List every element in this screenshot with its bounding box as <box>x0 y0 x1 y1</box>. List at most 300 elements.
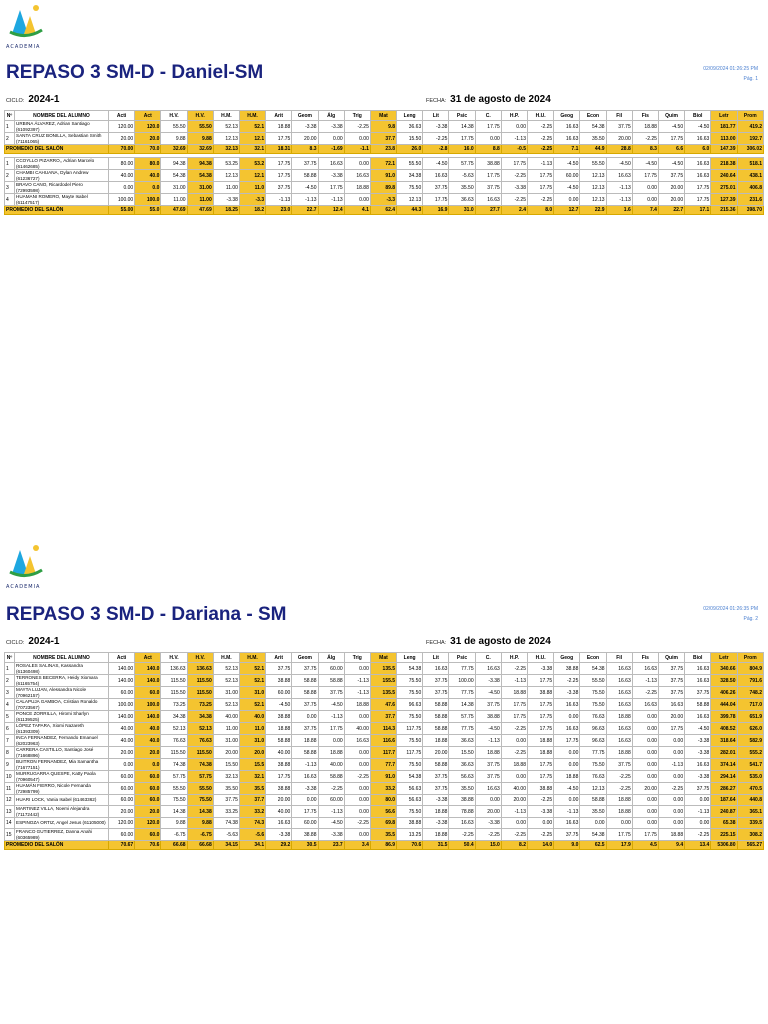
grade-cell: 40.00 <box>109 170 135 182</box>
grade-cell: 18.88 <box>632 121 658 133</box>
column-header: Econ <box>580 653 606 663</box>
grade-cell: -1.13 <box>266 194 292 206</box>
grade-cell: -2.25 <box>528 194 554 206</box>
grade-cell: -3.38 <box>423 818 449 829</box>
grade-cell: 52.1 <box>239 663 265 675</box>
average-cell: 70.00 <box>109 145 135 154</box>
grade-cell: -4.50 <box>475 723 501 735</box>
average-cell: 86.9 <box>370 841 396 850</box>
ciclo-value: 2024-1 <box>28 636 60 647</box>
column-header: H.P. <box>501 653 527 663</box>
grade-cell: 140.00 <box>109 675 135 687</box>
grade-cell: 57.75 <box>449 158 475 170</box>
grade-cell: 17.75 <box>685 194 711 206</box>
grade-cell: 16.63 <box>685 170 711 182</box>
grade-cell: 0.00 <box>658 747 684 759</box>
grade-cell: -3.38 <box>475 818 501 829</box>
grade-cell: 16.63 <box>292 771 318 783</box>
grade-cell: 17.75 <box>266 170 292 182</box>
average-cell: 23.8 <box>370 145 396 154</box>
grade-cell: 0.00 <box>658 818 684 829</box>
column-header: Fil <box>606 653 632 663</box>
grade-cell: -2.25 <box>606 783 632 795</box>
grade-cell: 40.0 <box>135 723 161 735</box>
row-number: 2 <box>5 170 15 182</box>
average-cell: 4.1 <box>344 206 370 215</box>
average-cell: 9.4 <box>658 841 684 850</box>
grade-cell: -2.25 <box>344 121 370 133</box>
grade-cell: 17.75 <box>318 182 344 194</box>
student-name: MURRUGARRA QUESPE, Katty Paola (70960547) <box>15 771 109 783</box>
average-cell: 3.4 <box>344 841 370 850</box>
grade-cell: 60.0 <box>135 687 161 699</box>
grade-cell: -2.25 <box>658 783 684 795</box>
grade-cell: 54.38 <box>161 170 187 182</box>
row-number: 7 <box>5 735 15 747</box>
grade-cell: -1.13 <box>501 806 527 818</box>
class-average-row <box>5 841 764 850</box>
grade-cell: 318.64 <box>711 735 737 747</box>
grade-cell: -5.63 <box>213 829 239 841</box>
column-header: Leng <box>397 653 423 663</box>
grade-cell: 16.63 <box>606 735 632 747</box>
grade-cell: 16.63 <box>449 818 475 829</box>
grade-cell: 58.88 <box>292 170 318 182</box>
grade-cell: 582.9 <box>737 735 764 747</box>
grade-cell: -3.38 <box>292 121 318 133</box>
class-average-row <box>5 206 764 215</box>
grade-cell: 140.0 <box>135 675 161 687</box>
grade-cell: 75.50 <box>580 699 606 711</box>
grade-cell: -4.50 <box>685 723 711 735</box>
grade-cell: 18.88 <box>606 747 632 759</box>
column-header: Acti <box>109 111 135 121</box>
grade-cell: 0.00 <box>685 818 711 829</box>
grade-cell: 20.00 <box>423 747 449 759</box>
column-header: Psic <box>449 111 475 121</box>
student-row <box>5 723 764 735</box>
average-cell: 1.6 <box>606 206 632 215</box>
grade-cell: 54.38 <box>397 771 423 783</box>
grade-cell: 117.7 <box>370 747 396 759</box>
timestamp-block <box>703 604 758 624</box>
page-title: REPASO 3 SM-D - Dariana - SM <box>6 604 287 625</box>
grade-cell: 54.38 <box>580 121 606 133</box>
grade-cell: 12.13 <box>213 170 239 182</box>
column-header: H.V. <box>161 111 187 121</box>
grade-cell: 16.63 <box>344 170 370 182</box>
student-name: ROSALES SALINAS, Kassandra (61360498) <box>15 663 109 675</box>
grade-cell: 37.75 <box>658 170 684 182</box>
column-header: Acti <box>109 653 135 663</box>
grade-cell: 58.88 <box>292 747 318 759</box>
grade-cell: -3.38 <box>528 806 554 818</box>
grade-cell: 15.50 <box>449 747 475 759</box>
grade-cell: 20.00 <box>606 133 632 145</box>
grade-cell: 0.00 <box>501 735 527 747</box>
grade-cell: 0.00 <box>501 818 527 829</box>
fecha-block <box>426 94 551 105</box>
grade-cell: 20.00 <box>658 182 684 194</box>
grade-cell: 0.00 <box>658 771 684 783</box>
grade-cell: -1.13 <box>318 194 344 206</box>
grade-cell: 13.25 <box>397 829 423 841</box>
grade-cell: 17.75 <box>528 771 554 783</box>
page-number: Pág. 1 <box>743 76 758 82</box>
class-average-label: PROMEDIO DEL SALÓN <box>5 841 109 850</box>
grade-cell: 76.63 <box>187 735 213 747</box>
grade-cell: 31.00 <box>213 687 239 699</box>
grade-cell: 36.63 <box>449 759 475 771</box>
grade-cell: 58.88 <box>580 795 606 806</box>
grade-cell: -1.13 <box>292 759 318 771</box>
student-row <box>5 158 764 170</box>
grade-cell: 80.0 <box>370 795 396 806</box>
grade-cell: -3.38 <box>318 170 344 182</box>
grade-cell: 136.63 <box>187 663 213 675</box>
grade-cell: 31.0 <box>239 687 265 699</box>
grade-cell: 0.00 <box>632 759 658 771</box>
grade-cell: 17.75 <box>449 133 475 145</box>
grade-cell: -2.25 <box>501 723 527 735</box>
grade-cell: 17.75 <box>528 711 554 723</box>
grade-cell: 16.63 <box>475 663 501 675</box>
header-row <box>5 111 764 121</box>
grade-cell: 0.00 <box>632 771 658 783</box>
fecha-label: FECHA: <box>426 640 447 646</box>
grade-cell: 0.00 <box>632 194 658 206</box>
grade-cell: -4.50 <box>554 182 580 194</box>
grade-cell: 14.38 <box>449 699 475 711</box>
grade-cell: -1.13 <box>554 806 580 818</box>
student-row <box>5 194 764 206</box>
column-header: Geog <box>554 653 580 663</box>
average-cell: 31.5 <box>423 841 449 850</box>
grade-cell: 16.63 <box>554 818 580 829</box>
grade-cell: 0.00 <box>292 711 318 723</box>
average-cell: 22.7 <box>292 206 318 215</box>
column-header: C. <box>475 653 501 663</box>
grade-cell: 11.0 <box>239 723 265 735</box>
student-row <box>5 687 764 699</box>
average-cell: 8.3 <box>632 145 658 154</box>
grade-cell: 36.63 <box>397 121 423 133</box>
grade-cell: 225.15 <box>711 829 737 841</box>
grade-cell: 0.00 <box>344 759 370 771</box>
grade-cell: 116.6 <box>370 735 396 747</box>
grade-cell: 74.38 <box>213 818 239 829</box>
grade-cell: 37.75 <box>475 699 501 711</box>
grade-cell: 20.00 <box>109 133 135 145</box>
header-row <box>5 653 764 663</box>
grade-cell: -1.13 <box>344 687 370 699</box>
grade-cell: 0.00 <box>344 747 370 759</box>
grade-cell: 58.88 <box>318 675 344 687</box>
grade-cell: 18.88 <box>423 829 449 841</box>
grade-cell: 17.75 <box>632 170 658 182</box>
average-cell: 12.7 <box>554 206 580 215</box>
grade-cell: 16.63 <box>606 675 632 687</box>
grade-cell: 0.00 <box>554 711 580 723</box>
student-row <box>5 182 764 194</box>
fecha-label: FECHA: <box>426 98 447 104</box>
grade-cell: 127.39 <box>711 194 737 206</box>
average-cell: 147.39 <box>711 145 737 154</box>
grade-cell: -1.13 <box>292 194 318 206</box>
grade-cell: 16.63 <box>475 783 501 795</box>
grade-cell: 9.88 <box>187 133 213 145</box>
grade-cell: 16.63 <box>475 194 501 206</box>
column-header: Quim <box>658 111 684 121</box>
grade-cell: 60.00 <box>109 687 135 699</box>
grade-cell: 75.50 <box>397 711 423 723</box>
grade-cell: 140.00 <box>109 711 135 723</box>
average-cell: 13.4 <box>685 841 711 850</box>
grade-cell: 17.75 <box>632 829 658 841</box>
student-name: INCA FERNANDEZ, Fernando Emanuel (62023963) <box>15 735 109 747</box>
grade-cell: 52.1 <box>239 699 265 711</box>
grade-cell: 60.00 <box>109 829 135 841</box>
grade-cell: -3.38 <box>685 747 711 759</box>
page-title: REPASO 3 SM-D - Daniel-SM <box>6 62 264 83</box>
grade-cell: 73.25 <box>187 699 213 711</box>
grade-cell: 52.13 <box>187 723 213 735</box>
grade-cell: 140.00 <box>109 663 135 675</box>
grade-cell: 77.75 <box>580 747 606 759</box>
grade-cell: 20.00 <box>658 194 684 206</box>
grade-cell: 17.75 <box>423 194 449 206</box>
grade-cell: -3.38 <box>266 829 292 841</box>
row-number: 1 <box>5 121 15 133</box>
grade-cell: -1.13 <box>685 806 711 818</box>
grade-cell: 11.0 <box>239 182 265 194</box>
grade-cell: 0.00 <box>554 747 580 759</box>
grade-cell: 0.00 <box>528 818 554 829</box>
ciclo-label: CICLO: <box>6 98 25 104</box>
student-name: BUITRON FERNANDEZ, Mia Samantha (71677151) <box>15 759 109 771</box>
grade-cell: 339.5 <box>737 818 764 829</box>
average-cell: 18.25 <box>213 206 239 215</box>
average-cell: 7.4 <box>632 206 658 215</box>
grade-cell: 14.38 <box>187 806 213 818</box>
student-name: BRAVO CANO, Ricardodel Piero (72993598) <box>15 182 109 194</box>
grade-cell: 0.00 <box>344 783 370 795</box>
row-number: 3 <box>5 182 15 194</box>
column-header: Geom <box>292 111 318 121</box>
grade-cell: 20.00 <box>266 795 292 806</box>
grade-cell: 0.00 <box>554 194 580 206</box>
grade-cell: 286.27 <box>711 783 737 795</box>
grade-cell: 282.01 <box>711 747 737 759</box>
grade-cell: 53.2 <box>239 158 265 170</box>
grade-cell: 96.63 <box>580 735 606 747</box>
grade-cell: 308.2 <box>737 829 764 841</box>
column-header: NOMBRE DEL ALUMNO <box>15 653 109 663</box>
grade-cell: -3.38 <box>318 121 344 133</box>
grade-cell: 406.26 <box>711 687 737 699</box>
column-header: H.V. <box>161 653 187 663</box>
grade-cell: 438.1 <box>737 170 764 182</box>
grade-cell: 18.88 <box>423 806 449 818</box>
grade-cell: 37.75 <box>606 759 632 771</box>
grade-cell: 470.5 <box>737 783 764 795</box>
grade-cell: 75.50 <box>397 675 423 687</box>
column-header: Fis <box>632 653 658 663</box>
class-average-row <box>5 145 764 154</box>
grade-cell: 57.75 <box>187 771 213 783</box>
grade-cell: 0.00 <box>554 795 580 806</box>
grade-cell: 100.00 <box>109 699 135 711</box>
average-cell: 30.5 <box>292 841 318 850</box>
column-header: Arit <box>266 653 292 663</box>
grade-cell: 16.63 <box>685 663 711 675</box>
grade-cell: 38.88 <box>528 687 554 699</box>
academia-logo-icon <box>6 542 58 590</box>
student-row <box>5 771 764 783</box>
grade-cell: 37.75 <box>658 663 684 675</box>
grade-cell: 17.75 <box>658 133 684 145</box>
ciclo-value: 2024-1 <box>28 94 60 105</box>
grade-cell: 18.88 <box>528 747 554 759</box>
grade-cell: -2.25 <box>685 829 711 841</box>
grade-cell: 135.5 <box>370 663 396 675</box>
grade-cell: 17.75 <box>501 711 527 723</box>
grade-cell: -2.25 <box>528 795 554 806</box>
grade-cell: -4.50 <box>318 699 344 711</box>
grade-cell: 20.00 <box>501 795 527 806</box>
grade-cell: 56.6 <box>370 806 396 818</box>
report-meta <box>6 636 758 647</box>
grade-cell: 140.0 <box>135 663 161 675</box>
grade-cell: -4.50 <box>266 699 292 711</box>
grade-cell: 16.63 <box>606 699 632 711</box>
student-row <box>5 747 764 759</box>
grade-cell: 17.75 <box>318 723 344 735</box>
grade-cell: 16.63 <box>554 723 580 735</box>
grade-cell: 18.88 <box>344 699 370 711</box>
grade-cell: 17.75 <box>475 121 501 133</box>
grade-cell: 115.50 <box>161 747 187 759</box>
grade-cell: 9.8 <box>370 121 396 133</box>
grade-cell: 52.13 <box>161 723 187 735</box>
average-cell: 18.2 <box>239 206 265 215</box>
grade-cell: 35.50 <box>580 806 606 818</box>
student-name: TERRONES BECERRA, Heidy Xiomara (61165754) <box>15 675 109 687</box>
grade-cell: 37.75 <box>475 771 501 783</box>
row-number: 3 <box>5 687 15 699</box>
grade-cell: 38.88 <box>266 759 292 771</box>
grade-cell: -2.25 <box>528 133 554 145</box>
grade-cell: 15.50 <box>213 759 239 771</box>
grade-cell: 38.88 <box>475 158 501 170</box>
grade-cell: 34.38 <box>161 711 187 723</box>
grade-cell: -4.50 <box>658 121 684 133</box>
grade-cell: 518.1 <box>737 158 764 170</box>
column-header: Act <box>135 111 161 121</box>
grade-cell: 37.75 <box>266 663 292 675</box>
average-cell: 70.6 <box>135 841 161 850</box>
grades-table <box>4 110 764 215</box>
grade-cell: 60.0 <box>135 771 161 783</box>
grade-cell: 33.2 <box>370 783 396 795</box>
grade-cell: -4.50 <box>292 182 318 194</box>
grade-cell: -4.50 <box>318 818 344 829</box>
grade-cell: -4.50 <box>658 158 684 170</box>
average-cell: 6.6 <box>658 145 684 154</box>
grade-cell: 0.00 <box>658 735 684 747</box>
grade-cell: 60.00 <box>109 783 135 795</box>
grade-cell: 16.63 <box>606 663 632 675</box>
grade-cell: 0.00 <box>344 158 370 170</box>
grade-cell: 804.9 <box>737 663 764 675</box>
grade-cell: 0.00 <box>632 818 658 829</box>
grade-cell: 55.50 <box>580 675 606 687</box>
average-cell: 32.69 <box>187 145 213 154</box>
grade-cell: 37.75 <box>423 771 449 783</box>
grade-cell: 0.00 <box>658 795 684 806</box>
grade-cell: 440.8 <box>737 795 764 806</box>
grade-cell: 20.00 <box>475 806 501 818</box>
row-number: 6 <box>5 723 15 735</box>
grade-cell: 100.0 <box>135 699 161 711</box>
grade-cell: 18.88 <box>528 735 554 747</box>
grade-cell: 58.88 <box>292 675 318 687</box>
grade-cell: 60.00 <box>318 795 344 806</box>
average-cell: 70.6 <box>397 841 423 850</box>
grade-cell: 37.75 <box>685 687 711 699</box>
grade-cell: 181.77 <box>711 121 737 133</box>
academia-logo-icon <box>6 2 58 50</box>
grade-cell: 76.63 <box>580 711 606 723</box>
column-header: Geog <box>554 111 580 121</box>
grade-cell: -3.3 <box>370 194 396 206</box>
grade-cell: -2.25 <box>449 829 475 841</box>
grade-cell: 54.38 <box>580 829 606 841</box>
grade-cell: 58.88 <box>266 735 292 747</box>
average-cell: 8.3 <box>292 145 318 154</box>
grade-cell: 406.8 <box>737 182 764 194</box>
grade-cell: 16.63 <box>606 170 632 182</box>
grade-cell: 37.75 <box>475 182 501 194</box>
grade-cell: 117.75 <box>397 723 423 735</box>
grade-cell: -5.6 <box>239 829 265 841</box>
average-cell: 32.69 <box>161 145 187 154</box>
grade-cell: 37.75 <box>423 182 449 194</box>
column-header: Fis <box>632 111 658 121</box>
grade-cell: 37.75 <box>475 759 501 771</box>
grade-cell: -2.25 <box>501 829 527 841</box>
grade-cell: 0.00 <box>109 759 135 771</box>
average-cell: 47.69 <box>187 206 213 215</box>
student-name: LÓPEZ TAPARA, Xiomi Nazareth (61393309) <box>15 723 109 735</box>
average-cell: 55.00 <box>109 206 135 215</box>
average-cell: 23.7 <box>318 841 344 850</box>
grade-cell: 20.0 <box>135 133 161 145</box>
row-number: 5 <box>5 711 15 723</box>
grade-cell: 34.38 <box>187 711 213 723</box>
student-row <box>5 829 764 841</box>
grade-cell: 17.75 <box>606 829 632 841</box>
grade-cell: 94.38 <box>187 158 213 170</box>
grade-cell: 18.88 <box>266 121 292 133</box>
row-number: 13 <box>5 806 15 818</box>
grade-cell: 40.00 <box>266 747 292 759</box>
student-row <box>5 121 764 133</box>
grade-cell: 18.88 <box>606 711 632 723</box>
grade-cell: 115.50 <box>161 675 187 687</box>
grade-cell: 40.0 <box>239 711 265 723</box>
grade-cell: 0.00 <box>632 735 658 747</box>
